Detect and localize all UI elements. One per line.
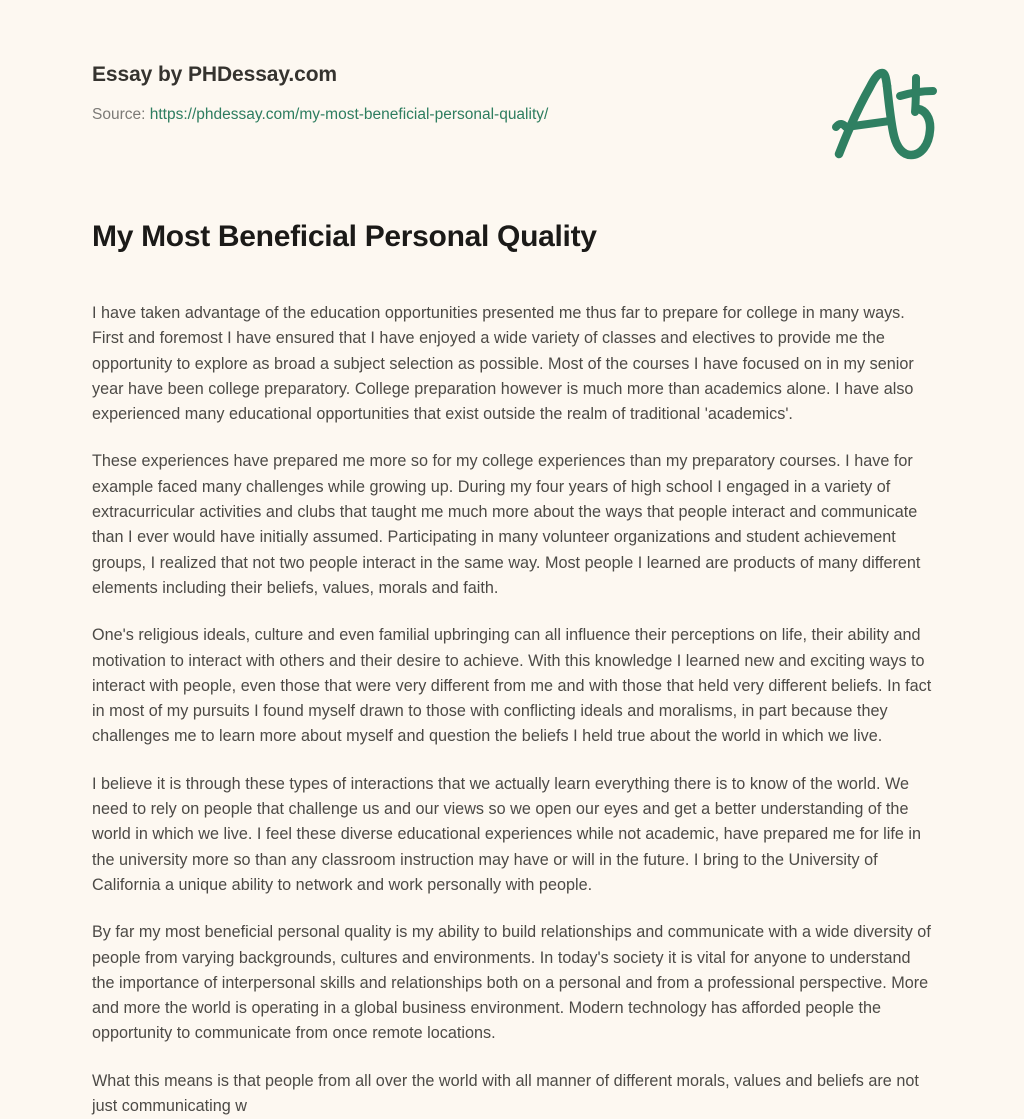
source-url-link[interactable]: https://phdessay.com/my-most-beneficial-personal-quality/: [149, 106, 549, 124]
phdessay-a-plus-logo-icon: [826, 60, 946, 164]
paragraph: These experiences have prepared me more so for my college experiences than my preparatory courses. I have for example faced many challenges while growing up. During my four years of high school I engaged in a variety of extracurricular activities and clubs that taught me much more about the ways that people interact and communicate than I ever would have initially assumed. Participating in many volunteer organizations and student achievement groups, I realized that not two people interact in the same way. Most people I learned are products of many different elements including their beliefs, values, morals and faith.: [92, 452, 921, 597]
article-body: [92, 301, 932, 1119]
paragraph: One's religious ideals, culture and even familial upbringing can all influence their perceptions on life, their ability and motivation to interact with others and their desire to achieve. With this knowledge I learned new and exciting ways to interact with people, even those that were very different from me and with those that held very different beliefs. In fact in most of my pursuits I found myself drawn to those with conflicting ideals and moralisms, in part because they challenges me to learn more about myself and question the beliefs I held true about the world in which we live.: [92, 626, 932, 746]
source-line: [92, 88, 932, 125]
brand-title: Essay by PHDessay.com: [92, 63, 337, 86]
paragraph: I have taken advantage of the education opportunities presented me thus far to prepare for college in many ways. First and foremost I have ensured that I have enjoyed a wide variety of classes and electives to provide me the opportunity to explore as broad a subject selection as possible. Most of the courses I have focused on in my senior year have been college preparatory. College preparation however is much more than academics alone. I have also experienced many educational opportunities that exist outside the realm of traditional 'academics'.: [92, 304, 914, 424]
source-label: Source:: [92, 106, 146, 124]
article: [92, 219, 932, 1119]
page-header: [92, 62, 932, 125]
page-title: My Most Beneficial Personal Quality: [92, 220, 597, 253]
paragraph-truncated: What this means is that people from all over the world with all manner of different morals, values and beliefs are not just communicating w: [92, 1071, 919, 1116]
paragraph: I believe it is through these types of interactions that we actually learn everything there is to know of the world. We need to rely on people that challenge us and our views so we open our eyes and get a better understanding of the world in which we live. I feel these diverse educational experiences while not academic, have prepared me for life in the university more so than any classroom instruction may have or will in the future. I bring to the University of California a unique ability to network and work personally with people.: [92, 774, 921, 894]
paragraph: By far my most beneficial personal quality is my ability to build relationships and communicate with a wide diversity of people from varying backgrounds, cultures and environments. In today's society it is vital for anyone to understand the importance of interpersonal skills and relationships both on a personal and from a professional perspective. More and more the world is operating in a global business environment. Modern technology has afforded people the opportunity to communicate from once remote locations.: [92, 923, 931, 1043]
